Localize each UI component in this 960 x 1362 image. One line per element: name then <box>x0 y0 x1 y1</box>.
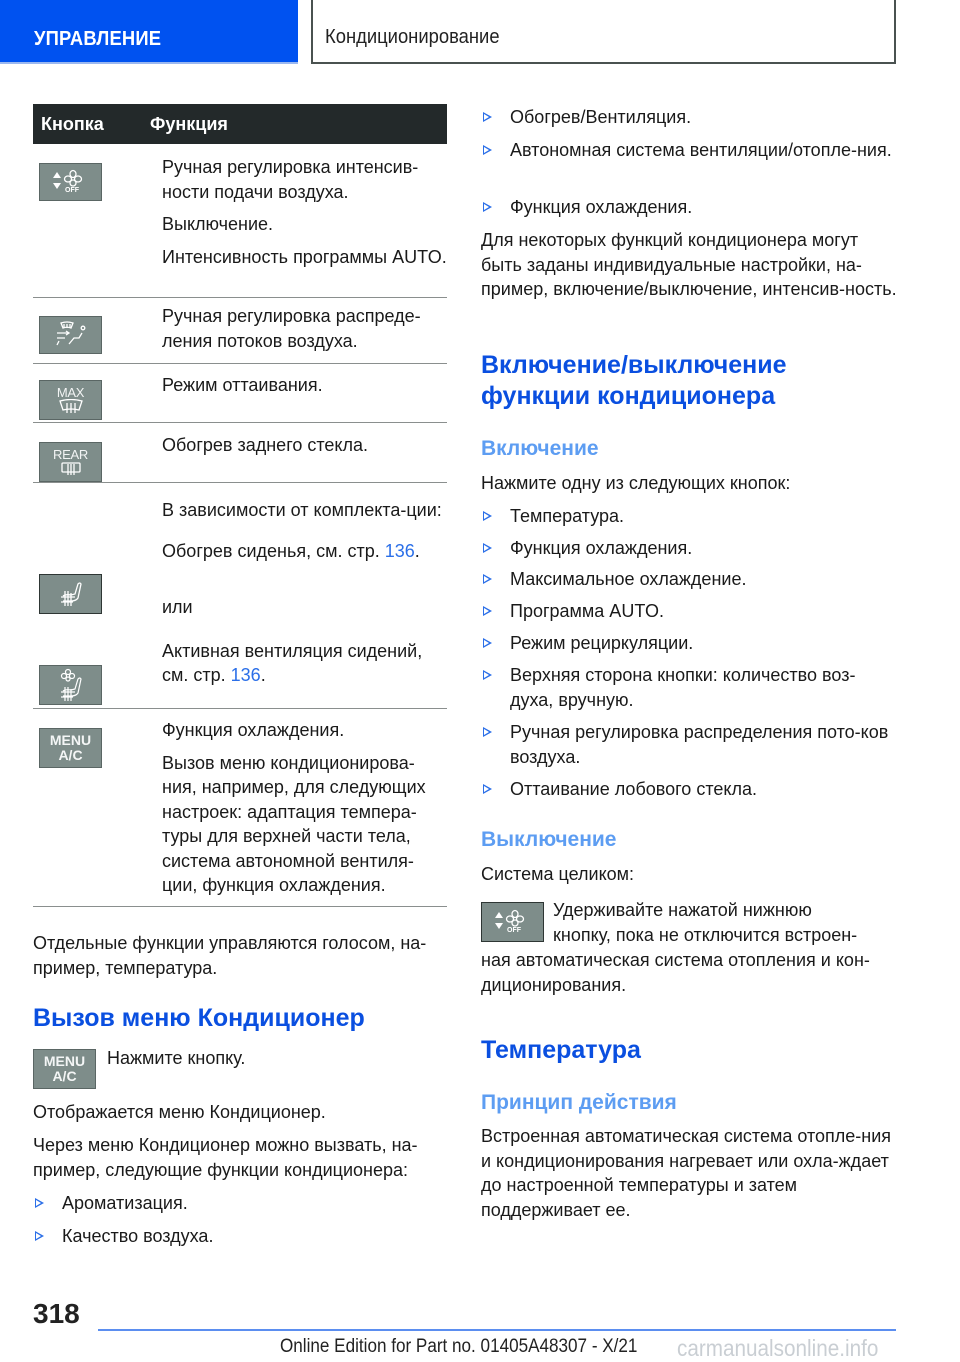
off-heading: Выключение <box>481 828 617 851</box>
table-row <box>33 709 447 907</box>
list-item: Ароматизация. <box>33 1191 188 1216</box>
table-row <box>33 298 447 364</box>
table-row <box>33 364 447 423</box>
list-item: Функция охлаждения. <box>481 536 897 561</box>
press-button-text: Нажмите кнопку. <box>107 1048 246 1068</box>
list-item: Режим рециркуляции. <box>481 631 897 656</box>
seat-heating-icon <box>56 580 86 608</box>
seat-ventilation-button <box>39 665 102 705</box>
menu-ac-button <box>39 728 102 768</box>
chapter-title: Кондиционирование <box>325 26 500 48</box>
triangle-bullet-icon <box>483 145 492 155</box>
svg-text:OFF: OFF <box>64 187 79 194</box>
triangle-bullet-icon <box>483 638 492 648</box>
rear-label: REAR <box>53 446 88 462</box>
triangle-bullet-icon <box>483 606 492 616</box>
rear-window-heating-icon <box>59 461 83 477</box>
column-header-function: Функция <box>150 113 228 134</box>
button-function-table <box>33 104 447 907</box>
fan-off-button-inline <box>481 902 544 942</box>
list-item: Автономная система вентиляции/отопле-ния. <box>481 138 897 163</box>
triangle-bullet-icon <box>483 543 492 553</box>
off-text-line1: Удерживайте нажатой нижнюю <box>553 900 812 920</box>
onoff-heading: Включение/выключение функции кондиционера <box>481 351 787 410</box>
or-text: или <box>162 597 193 617</box>
on-heading: Включение <box>481 437 599 460</box>
footer-divider <box>98 1329 896 1331</box>
table-header <box>33 104 447 144</box>
function-text: Ручная регулировка интенсив-ности подачи воздуха. <box>162 157 419 202</box>
max-defrost-icon <box>58 399 84 415</box>
rear-window-heating-button <box>39 442 102 482</box>
table-row <box>33 423 447 483</box>
list-item: Качество воздуха. <box>33 1224 213 1249</box>
triangle-bullet-icon <box>35 1198 44 1208</box>
function-text: Выключение. <box>162 214 274 234</box>
ac-label: A/C <box>58 747 83 763</box>
triangle-bullet-icon <box>483 202 492 212</box>
principle-heading: Принцип действия <box>481 1091 677 1114</box>
triangle-bullet-icon <box>35 1231 44 1241</box>
function-text: Интенсивность программы AUTO. <box>162 246 447 267</box>
list-item: Обогрев/Вентиляция. <box>481 105 897 130</box>
triangle-bullet-icon <box>483 727 492 737</box>
function-text: Вызов меню кондиционирова-ния, например, для следующих настроек: адаптация темпера-туры для верхней части тела, система автономной вентиля-ции, функция охлаждения. <box>162 752 426 895</box>
function-text: Ручная регулировка распреде-ления потоков воздуха. <box>162 306 421 351</box>
function-text: Режим оттаивания. <box>162 375 323 395</box>
table-row <box>33 483 447 709</box>
on-intro: Нажмите одну из следующих кнопок: <box>481 473 791 493</box>
function-text: Функция охлаждения. <box>162 720 345 740</box>
air-distribution-icon <box>51 320 91 350</box>
fan-intensity-off-icon <box>493 909 533 935</box>
menu-ac-heading: Вызов меню Кондиционер <box>33 1004 365 1032</box>
off-text-line3: ная автоматическая система отопления и кон-диционирования. <box>481 950 870 995</box>
page-link[interactable]: 136 <box>230 665 261 685</box>
triangle-bullet-icon <box>483 784 492 794</box>
seat-heating-button <box>39 574 102 614</box>
triangle-bullet-icon <box>483 511 492 521</box>
list-item: Температура. <box>481 504 897 529</box>
list-item: Оттаивание лобового стекла. <box>481 777 897 802</box>
section-tab <box>0 0 298 64</box>
off-text-line2: кнопку, пока не отключится встроен- <box>553 925 858 945</box>
voice-note: Отдельные функции управляются голосом, на-пример, температура. <box>33 933 427 978</box>
page-link[interactable]: 136 <box>384 540 415 561</box>
list-item: Ручная регулировка распределения пото-ков воздуха. <box>481 720 897 769</box>
seat-heating-text: Обогрев сиденья, см. стр. 136. <box>162 540 420 561</box>
triangle-bullet-icon <box>483 112 492 122</box>
max-defrost-button <box>39 380 102 420</box>
off-intro: Система целиком: <box>481 864 635 884</box>
table-row <box>33 144 447 298</box>
svg-text:OFF: OFF <box>506 927 521 934</box>
fan-intensity-button <box>39 163 102 201</box>
section-title: УПРАВЛЕНИЕ <box>34 28 162 50</box>
temperature-heading: Температура <box>481 1036 641 1064</box>
menu-ac-button-inline: MENU A/C <box>33 1049 96 1089</box>
watermark: carmanualsonline.info <box>677 1335 879 1361</box>
column-header-button: Кнопка <box>41 113 104 134</box>
max-label: MAX <box>56 384 85 400</box>
triangle-bullet-icon <box>483 670 492 680</box>
seat-ventilation-icon <box>56 668 86 702</box>
list-item: Функция охлаждения. <box>481 195 897 220</box>
list-item: Программа AUTO. <box>481 599 897 624</box>
individual-settings-text: Для некоторых функций кондиционера могут быть заданы индивидуальные настройки, на-пример, включение/выключение, интенсив-ность. <box>481 230 897 299</box>
edition-text: Online Edition for Part no. 01405A48307 - X/21 <box>280 1336 638 1357</box>
list-item: Максимальное охлаждение. <box>481 567 897 592</box>
seat-ventilation-text: Активная вентиляция сидений, см. стр. 136. <box>162 640 423 685</box>
triangle-bullet-icon <box>483 574 492 584</box>
menu-label: MENU <box>49 732 92 748</box>
menu-shown-text: Отображается меню Кондиционер. <box>33 1102 326 1122</box>
page-number: 318 <box>33 1298 80 1329</box>
fan-intensity-off-icon <box>51 169 91 195</box>
via-menu-text: Через меню Кондиционер можно вызвать, на-пример, следующие функции кондиционера: <box>33 1135 418 1180</box>
function-text: Обогрев заднего стекла. <box>162 435 369 455</box>
chapter-tab <box>311 0 896 64</box>
function-text: В зависимости от комплекта-ции: <box>162 500 442 520</box>
principle-text: Встроенная автоматическая система отопле-ния и кондиционирования нагревает или охла-ждает до настроенной температуры и затем поддерживает ее. <box>481 1126 892 1220</box>
list-item: Верхняя сторона кнопки: количество воз-духа, вручную. <box>481 663 897 712</box>
air-distribution-button <box>39 316 102 354</box>
